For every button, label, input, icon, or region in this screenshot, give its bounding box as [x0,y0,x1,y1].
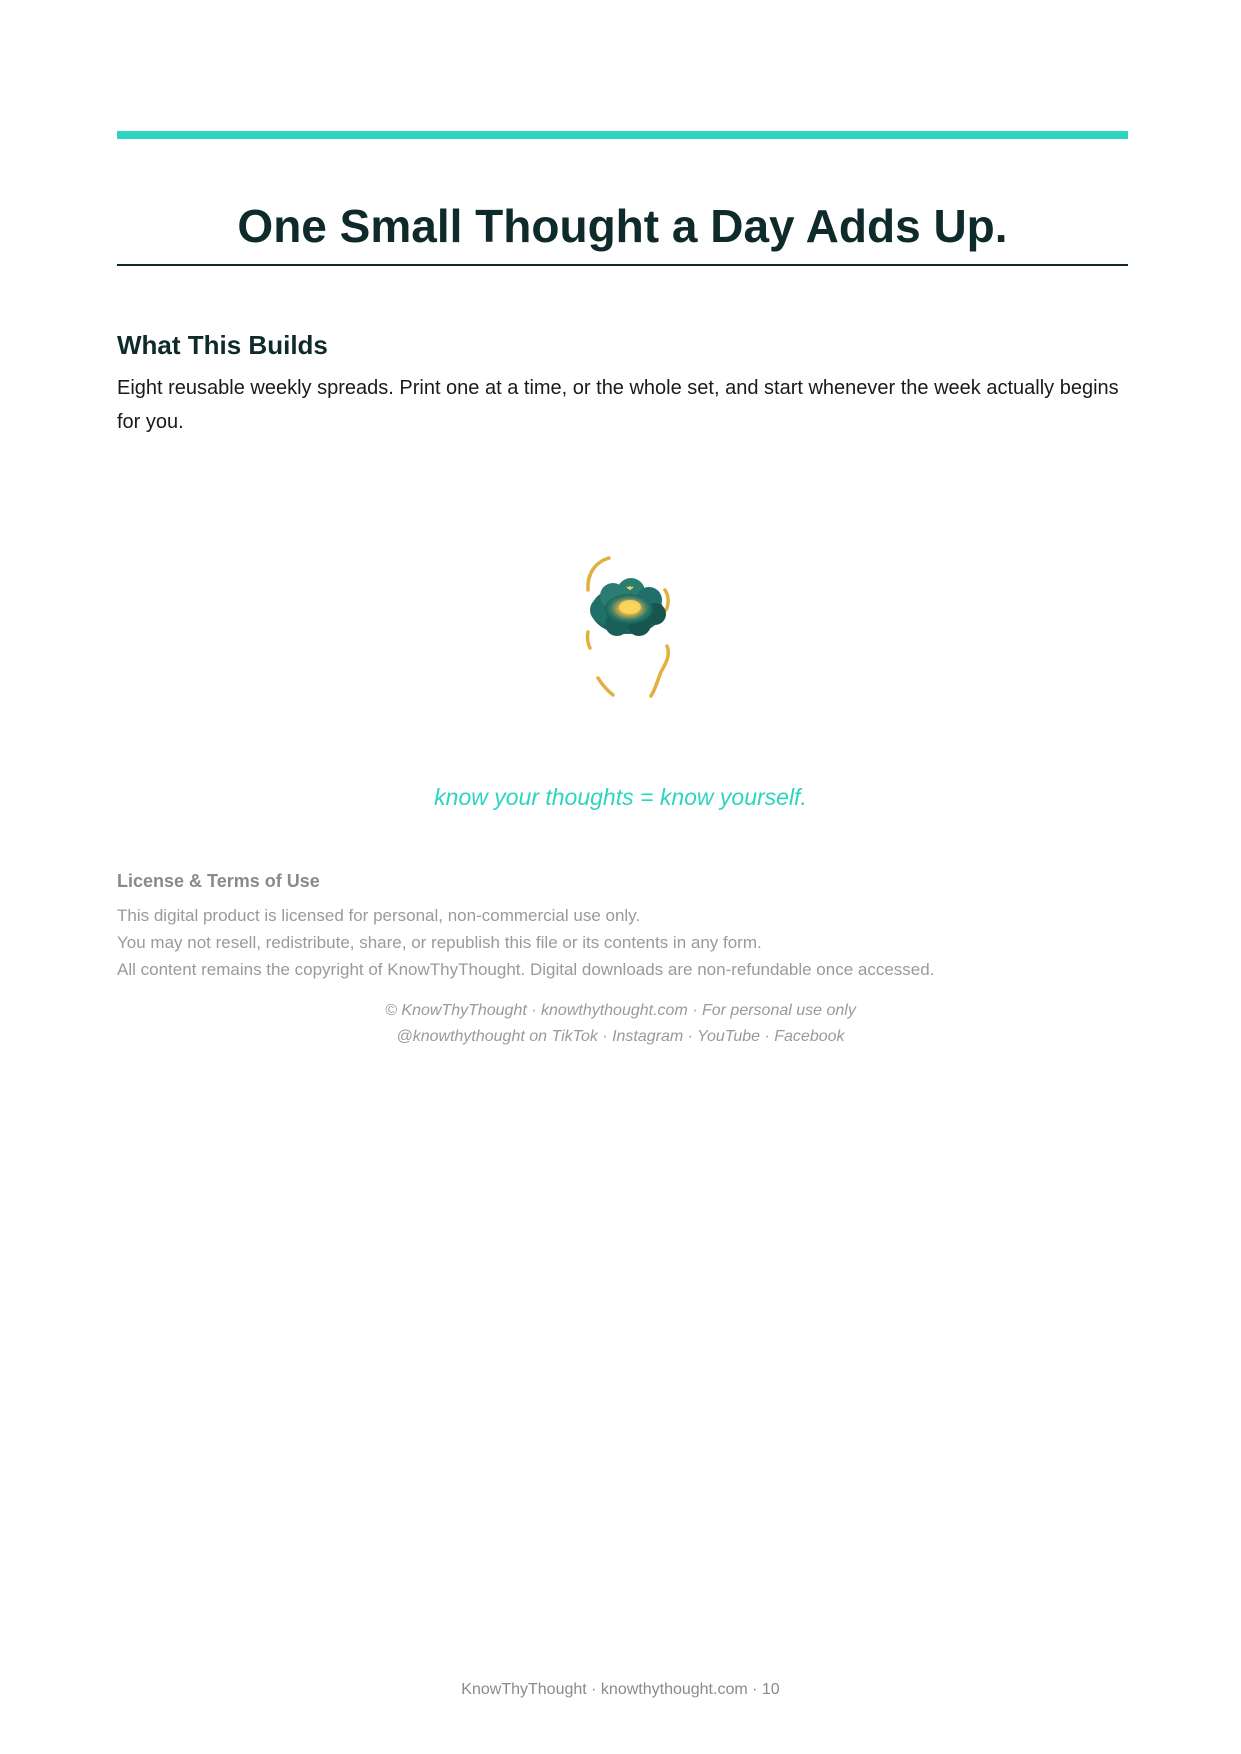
license-section [117,868,1128,983]
license-line: All content remains the copyright of KnowThyThought. Digital downloads are non-refundable once accessed. [117,960,935,979]
section-body: Eight reusable weekly spreads. Print one at a time, or the whole set, and start whenever the week actually begins for you. [117,377,1119,433]
copyright-line: © KnowThyThought · knowthythought.com · For personal use only [385,1002,856,1019]
tagline: know your thoughts = know yourself. [434,784,807,810]
page-footer: KnowThyThought · knowthythought.com · 10 [461,1681,780,1698]
license-line: This digital product is licensed for personal, non-commercial use only. [117,906,641,925]
page-title: One Small Thought a Day Adds Up. [237,200,1008,252]
head-thought-cloud-icon [555,552,685,722]
title-divider [117,264,1128,266]
accent-rule [117,131,1128,139]
license-heading: License & Terms of Use [117,871,320,891]
credits [0,998,1241,1050]
license-line: You may not resell, redistribute, share, or republish this file or its contents in any form. [117,933,762,952]
social-line: @knowthythought on TikTok · Instagram · YouTube · Facebook [396,1028,845,1045]
section-heading: What This Builds [117,330,328,360]
